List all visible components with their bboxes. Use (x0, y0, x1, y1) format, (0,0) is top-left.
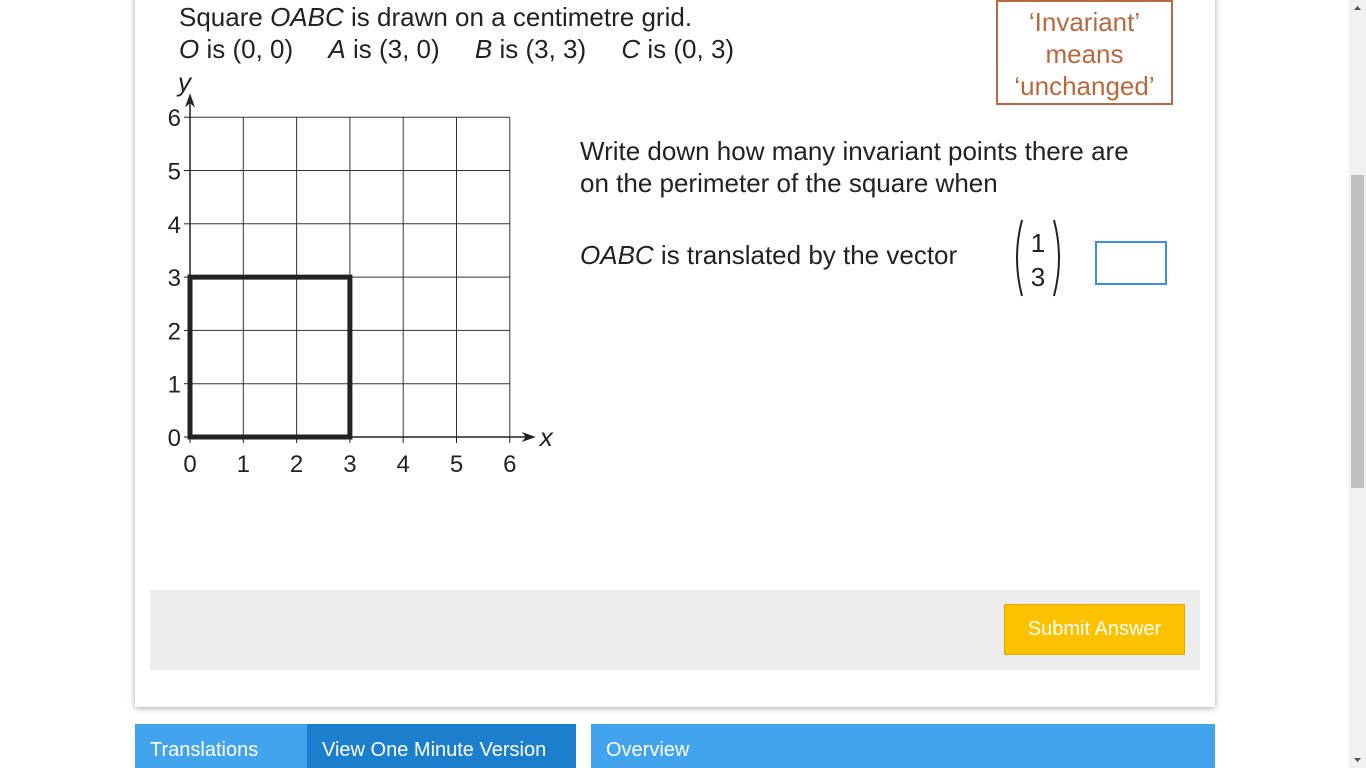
y-tick-label: 2 (167, 318, 181, 346)
y-tick-label: 4 (167, 211, 181, 239)
tab-one-minute-version[interactable] (307, 724, 576, 768)
x-tick-label: 5 (449, 451, 464, 478)
x-tick-label: 6 (503, 451, 517, 478)
coordinate-grid (160, 72, 560, 482)
scrollbar-thumb[interactable] (1351, 175, 1364, 488)
y-tick-label: 6 (167, 105, 181, 133)
x-tick-label: 3 (343, 451, 357, 478)
tab-translations-label: Translations (150, 739, 259, 761)
question-line-1: Write down how many invariant points there are (580, 136, 1129, 166)
axis-ticks (168, 105, 517, 478)
vector-bottom-value: 3 (1030, 262, 1046, 292)
y-axis-label: y (178, 72, 191, 98)
y-tick-label: 5 (167, 158, 181, 186)
y-tick-label: 3 (167, 265, 181, 293)
tab-overview-label: Overview (606, 739, 690, 761)
callout-line-3: ‘unchanged’ (1014, 71, 1155, 101)
point-o (179, 34, 293, 64)
x-axis-label: x (539, 422, 553, 452)
x-tick-label: 1 (236, 451, 250, 478)
x-tick-label: 0 (183, 451, 197, 478)
axes (185, 93, 536, 442)
question-shape-name: OABC (580, 240, 654, 270)
vector-top-value: 1 (1030, 228, 1046, 258)
intro-prefix: Square (179, 2, 271, 32)
x-tick-label: 2 (289, 451, 304, 478)
point-o-coords: is (0, 0) (199, 34, 294, 64)
tab-one-minute-label: View One Minute Version (322, 739, 547, 761)
submit-answer-button[interactable]: Submit Answer (1004, 604, 1185, 655)
callout-line-2: means (1045, 39, 1124, 69)
scroll-down-icon[interactable] (1349, 751, 1366, 768)
point-b (475, 34, 586, 64)
vertical-scrollbar[interactable] (1349, 0, 1366, 768)
point-c-name: C (621, 34, 641, 64)
question-line-3 (580, 240, 957, 271)
tab-overview[interactable] (591, 724, 1215, 768)
intro-shape-name: OABC (270, 2, 344, 32)
point-o-name: O (179, 34, 200, 64)
point-a (328, 34, 439, 64)
question-translation-text: is translated by the vector (653, 240, 958, 270)
vertex-coordinates (179, 34, 734, 65)
intro-suffix: is drawn on a centimetre grid. (343, 2, 693, 32)
callout-line-1: ‘Invariant’ (1028, 7, 1141, 37)
point-b-name: B (474, 34, 493, 64)
point-c (621, 34, 734, 64)
y-tick-label: 1 (167, 371, 181, 399)
point-a-name: A (328, 34, 346, 64)
tab-translations[interactable] (135, 724, 307, 768)
x-tick-label: 4 (396, 451, 410, 478)
question-line-2: on the perimeter of the square when (580, 168, 998, 198)
point-c-coords: is (0, 3) (640, 34, 735, 64)
scroll-up-icon[interactable] (1349, 0, 1366, 17)
column-vector (1010, 218, 1066, 298)
y-tick-label: 0 (167, 425, 181, 452)
point-b-coords: is (3, 3) (492, 34, 587, 64)
answer-input[interactable] (1095, 241, 1167, 285)
square-oabc (190, 277, 350, 437)
invariant-definition-callout (996, 0, 1173, 105)
intro-line-1 (179, 2, 692, 33)
point-a-coords: is (3, 0) (345, 34, 440, 64)
